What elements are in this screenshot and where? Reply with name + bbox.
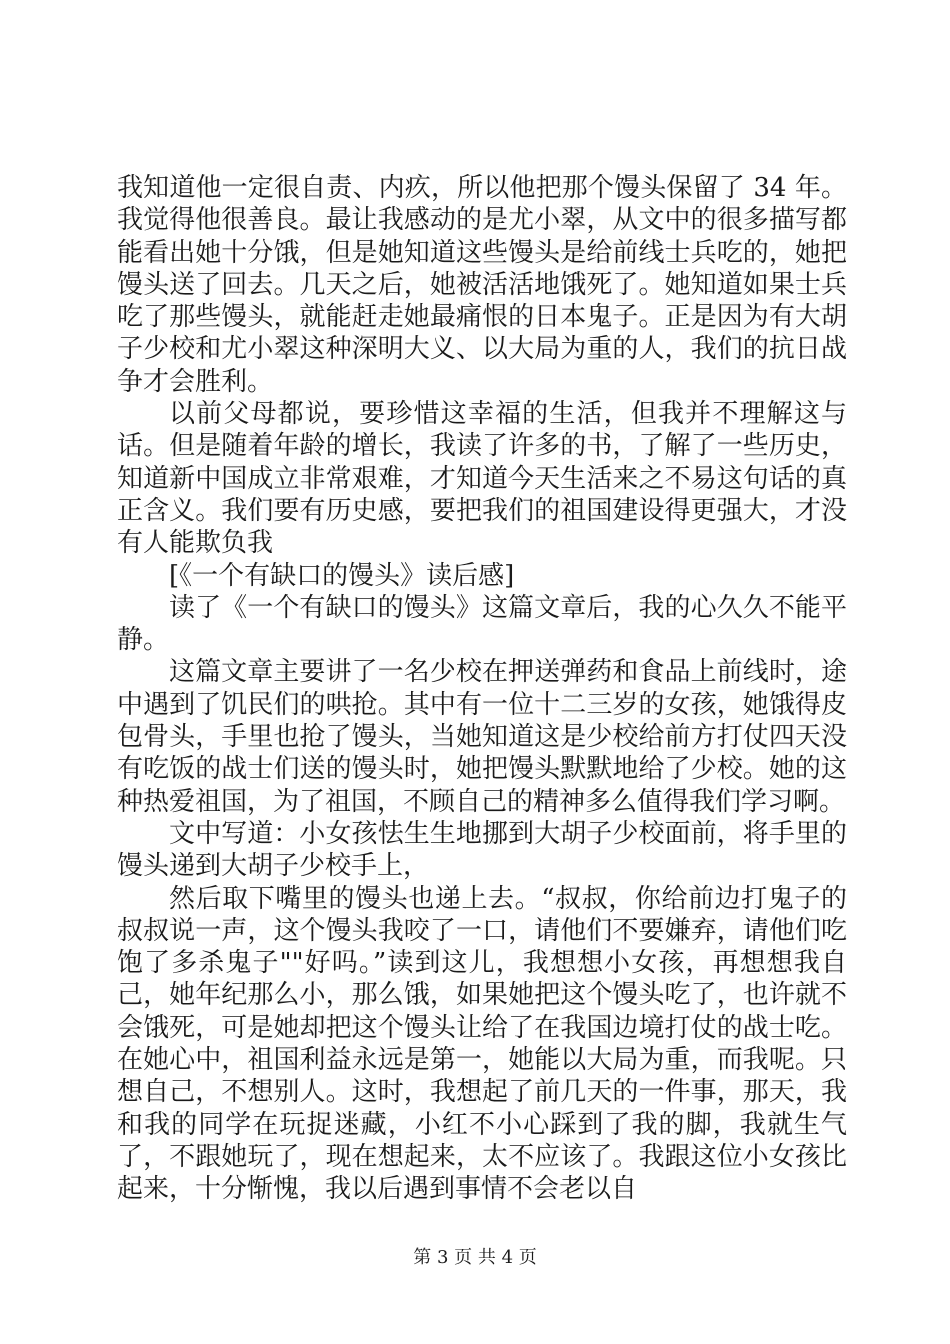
paragraph-1: 我知道他一定很自责、内疚，所以他把那个馒头保留了 34 年。我觉得他很善良。最让我感动的是尤小翠，从文中的很多描写都能看出她十分饿，但是她知道这些馒头是给前线士兵吃的，她把馒头送了回去。几天之后，她被活活地饿死了。她知道如果士兵吃了那些馒头，就能赶走她最痛恨的日本鬼子。正是因为有大胡子少校和尤小翠这种深明大义、以大局为重的人，我们的抗日战争才会胜利。 — [117, 173, 847, 397]
document-body — [117, 172, 847, 1206]
paragraph-3: 读了《一个有缺口的馒头》这篇文章后，我的心久久不能平静。 — [117, 592, 847, 656]
page-number: 第 3 页 共 4 页 — [413, 1247, 537, 1268]
paragraph-6: 然后取下嘴里的馒头也递上去。“叔叔，你给前边打鬼子的叔叔说一声，这个馒头我咬了一口，请他们不要嫌弃，请他们吃饱了多杀鬼子""好吗。”读到这儿，我想想小女孩，再想想我自己，她年纪那么小，那么饿，如果她把这个馒头吃了，也许就不会饿死，可是她却把这个馒头让给了在我国边境打仗的战士吃。在她心中，祖国利益永远是第一，她能以大局为重，而我呢。只想自己，不想别人。这时，我想起了前几天的一件事，那天，我和我的同学在玩捉迷藏，小红不小心踩到了我的脚，我就生气了，不跟她玩了，现在想起来，太不应该了。我跟这位小女孩比起来，十分惭愧，我以后遇到事情不会老以自 — [117, 883, 847, 1205]
paragraph-2: 以前父母都说，要珍惜这幸福的生活，但我并不理解这与话。但是随着年龄的增长，我读了许多的书，了解了一些历史，知道新中国成立非常艰难，才知道今天生活来之不易这句话的真正含义。我们要有历史感，要把我们的祖国建设得更强大，才没有人能欺负我 — [117, 399, 847, 559]
section-heading: [《一个有缺口的馒头》读后感] — [169, 560, 515, 591]
paragraph-5: 文中写道：小女孩怯生生地挪到大胡子少校面前，将手里的馒头递到大胡子少校手上， — [117, 818, 847, 882]
paragraph-4: 这篇文章主要讲了一名少校在押送弹药和食品上前线时，途中遇到了饥民们的哄抢。其中有一位十二三岁的女孩，她饿得皮包骨头，手里也抢了馒头，当她知道这是少校给前方打仗四天没有吃饭的战士们送的馒头时，她把馒头默默地给了少校。她的这种热爱祖国，为了祖国，不顾自己的精神多么值得我们学习啊。 — [117, 657, 847, 817]
